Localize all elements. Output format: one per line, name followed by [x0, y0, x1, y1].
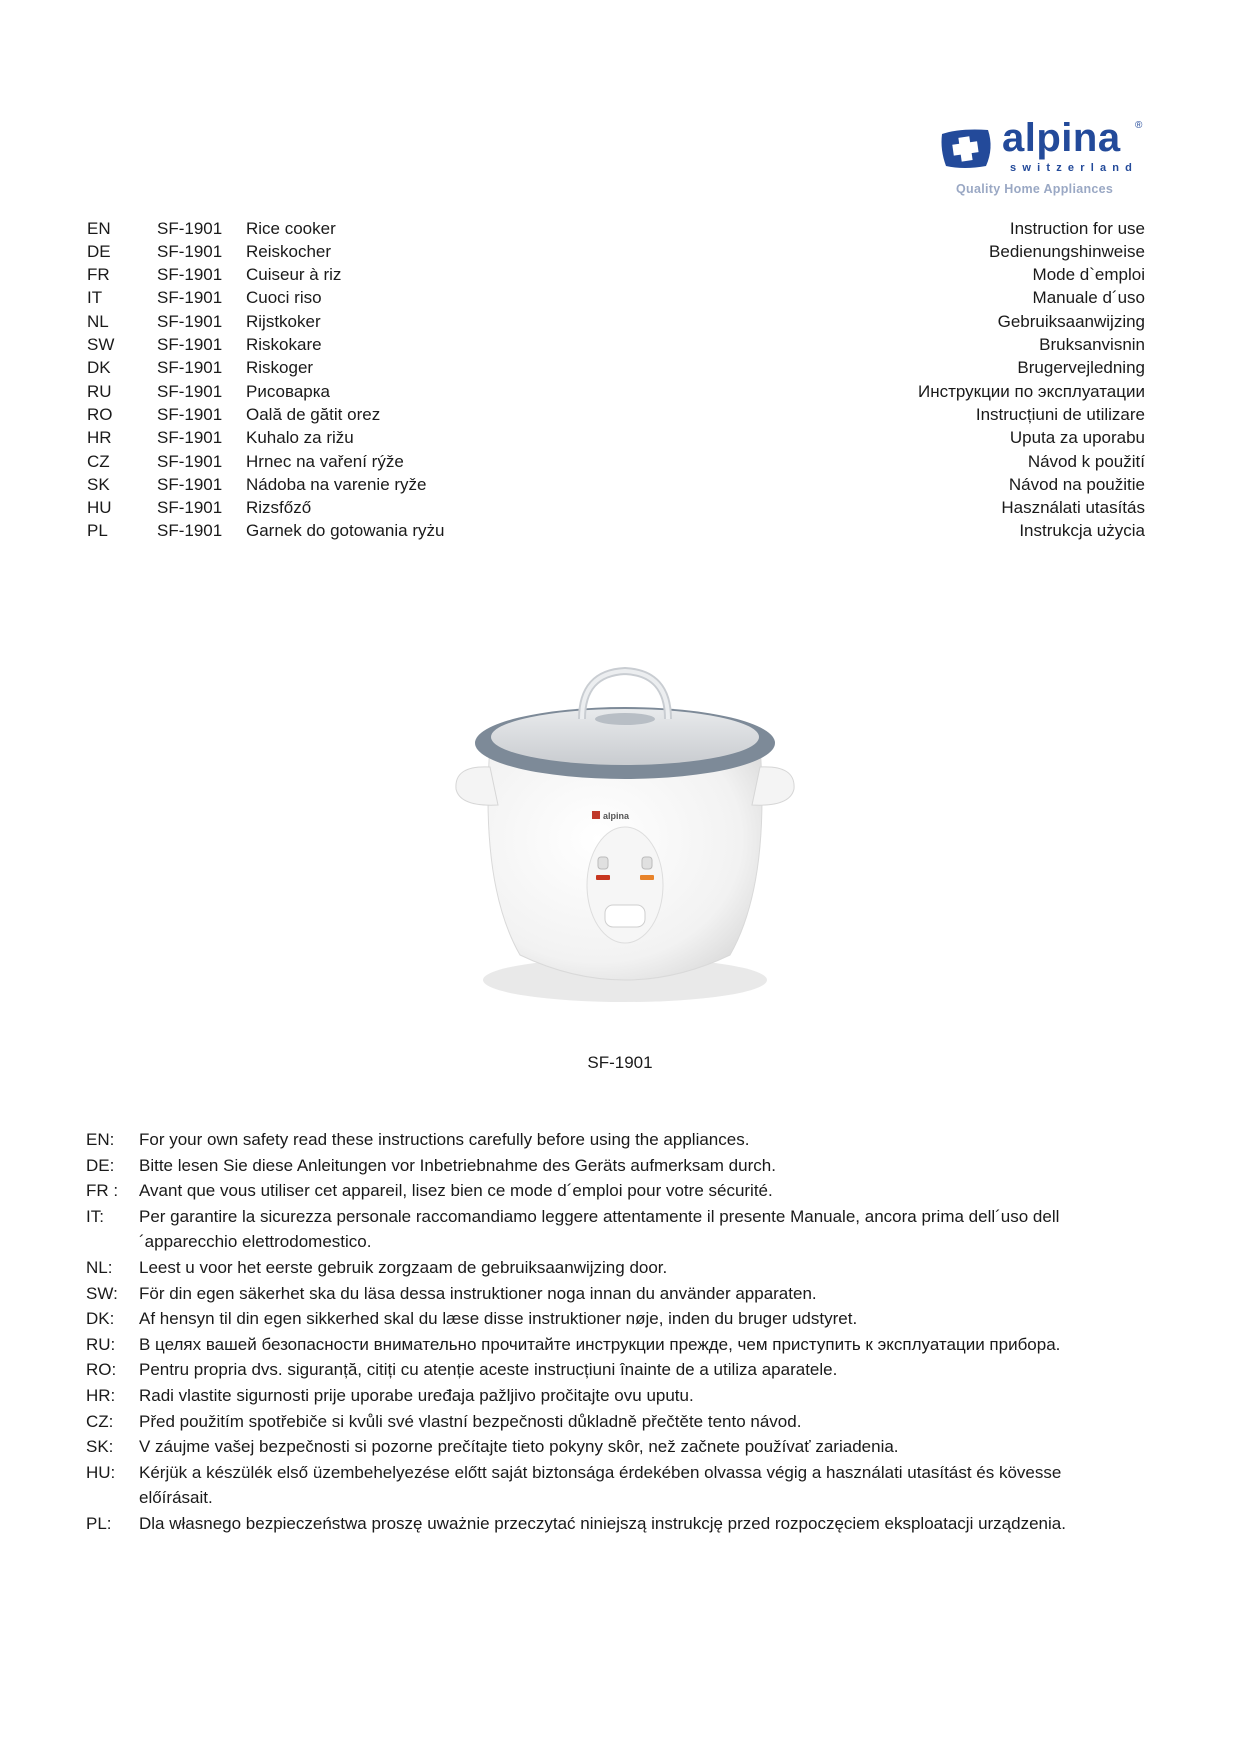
language-code: RU: [87, 382, 112, 401]
notice-text: V záujme vašej bezpečnosti si pozorne prečítajte tieto pokyny skôr, než začnete používať zariadenia.: [139, 1437, 899, 1457]
product-name: Cuiseur à riz: [246, 265, 342, 284]
language-code: HU: [87, 498, 112, 517]
language-code: HR: [87, 428, 112, 447]
notice-text: Kérjük a készülék első üzembehelyezése előtt saját biztonsága érdekében olvassa végig a használati utasítást és kövesse előírásait.: [139, 1462, 1062, 1508]
language-code: EN: [87, 219, 111, 238]
model-number: SF-1901: [157, 475, 223, 494]
instruction-title: Brugervejledning: [1017, 358, 1145, 377]
cooker-logo-text: alpina: [603, 811, 630, 821]
notice-text: Dla własnego bezpieczeństwa proszę uważnie przeczytać niniejszą instrukcję przed rozpoczęciem eksploatacji urządzenia.: [139, 1514, 1066, 1533]
product-name: Nádoba na varenie ryže: [246, 475, 427, 494]
instruction-title: Gebruiksaanwijzing: [997, 312, 1145, 331]
notice-language-code: SK:: [86, 1437, 114, 1457]
notice-text: Bitte lesen Sie diese Anleitungen vor Inbetriebnahme des Geräts aufmerksam durch.: [139, 1155, 776, 1175]
notice-language-code: RO:: [86, 1360, 117, 1380]
notice-text: Radi vlastite sigurnosti prije uporabe uređaja pažljivo pročitajte ovu uputu.: [139, 1386, 694, 1405]
instruction-title: Bruksanvisnin: [1039, 335, 1145, 354]
notice-language-code: PL:: [86, 1514, 112, 1533]
instruction-title: Návod na použitie: [1008, 475, 1145, 494]
product-name: Reiskocher: [246, 242, 332, 261]
language-code: CZ: [87, 452, 110, 471]
model-number: SF-1901: [157, 219, 223, 238]
instruction-title: Mode d`emploi: [1032, 265, 1145, 284]
product-name: Oală de gătit orez: [246, 405, 381, 424]
notice-language-code: IT:: [86, 1206, 104, 1226]
product-name: Cuoci riso: [246, 288, 322, 307]
language-row: [0, 403, 1241, 427]
language-row: [0, 333, 1241, 357]
language-code: IT: [87, 288, 103, 307]
brand-country: switzerland: [1010, 162, 1139, 174]
notice-text: Leest u voor het eerste gebruik zorgzaam de gebruiksaanwijzing door.: [139, 1258, 668, 1277]
product-name: Kuhalo za rižu: [246, 428, 354, 447]
instruction-title: Instruction for use: [1009, 219, 1145, 238]
product-caption: SF-1901: [587, 1053, 653, 1072]
language-code: DE: [87, 242, 111, 261]
language-row: [0, 310, 1241, 334]
instruction-title: Instrucțiuni de utilizare: [975, 405, 1145, 424]
language-code: RO: [87, 405, 113, 424]
instruction-title: Uputa za uporabu: [1009, 428, 1145, 447]
language-row: [0, 263, 1241, 287]
model-number: SF-1901: [157, 288, 223, 307]
language-code: FR: [87, 265, 110, 284]
language-code: DK: [87, 358, 111, 377]
notice-text: Avant que vous utiliser cet appareil, lisez bien ce mode d´emploi pour votre sécurité.: [139, 1181, 773, 1201]
instruction-title: Инструкции по эксплуатации: [917, 382, 1145, 401]
notice-language-code: NL:: [86, 1258, 113, 1277]
notice-text: Per garantire la sicurezza personale raccomandiamo leggere attentamente il presente Manuale, ancora prima dell´uso dell´apparecchio elettrodomestico.: [139, 1206, 1060, 1252]
product-name: Rijstkoker: [246, 312, 321, 331]
language-row: [0, 519, 1241, 543]
language-row: [0, 496, 1241, 520]
notice-text: Před použitím spotřebiče si kvůli své vlastní bezpečnosti důkladně přečtěte tento návod.: [139, 1411, 802, 1431]
model-number: SF-1901: [157, 335, 223, 354]
brand-tagline: Quality Home Appliances: [956, 182, 1114, 196]
language-row: [0, 450, 1241, 474]
model-number: SF-1901: [157, 358, 223, 377]
product-name: Garnek do gotowania ryżu: [246, 521, 445, 540]
notice-language-code: RU:: [86, 1334, 116, 1354]
model-number: SF-1901: [157, 382, 223, 401]
notice-text: For your own safety read these instructions carefully before using the appliances.: [139, 1130, 750, 1149]
language-code: PL: [87, 521, 108, 540]
language-row: [0, 356, 1241, 380]
notice-language-code: HR:: [86, 1386, 116, 1405]
instruction-title: Instrukcja użycia: [1019, 521, 1145, 540]
model-number: SF-1901: [157, 428, 223, 447]
product-name: Riskoger: [246, 358, 314, 377]
instruction-title: Manuale d´uso: [1032, 288, 1145, 307]
notice-text: För din egen säkerhet ska du läsa dessa instruktioner noga innan du använder apparaten.: [139, 1283, 817, 1303]
product-name: Hrnec na vaření rýže: [246, 452, 404, 471]
model-number: SF-1901: [157, 265, 223, 284]
language-row: [0, 380, 1241, 404]
instruction-title: Návod k použití: [1027, 452, 1145, 471]
language-code: SK: [87, 475, 110, 494]
model-number: SF-1901: [157, 452, 223, 471]
product-name: Rizsfőző: [246, 498, 312, 517]
language-code: SW: [87, 335, 115, 354]
notice-language-code: EN:: [86, 1130, 115, 1149]
registered-mark: ®: [1135, 120, 1143, 131]
model-number: SF-1901: [157, 498, 223, 517]
notice-text: Af hensyn til din egen sikkerhed skal du læse disse instruktioner nøje, inden du bruger udstyret.: [139, 1309, 858, 1329]
brand-name: alpina: [1002, 116, 1121, 160]
notice-text: В целях вашей безопасности внимательно прочитайте инструкции прежде, чем приступить к эксплуатации прибора.: [139, 1334, 1061, 1354]
notice-language-code: CZ:: [86, 1411, 114, 1431]
product-name: Riskokare: [246, 335, 322, 354]
instruction-title: Használati utasítás: [1001, 498, 1145, 517]
model-number: SF-1901: [157, 521, 223, 540]
product-name: Rice cooker: [246, 219, 336, 238]
rice-cooker-image: [420, 655, 830, 1015]
language-code: NL: [87, 312, 109, 331]
model-number: SF-1901: [157, 312, 223, 331]
language-row: [0, 240, 1241, 264]
notice-language-code: SW:: [86, 1283, 118, 1303]
swiss-cross-logo-icon: [938, 126, 996, 170]
language-row: [0, 217, 1241, 241]
model-number: SF-1901: [157, 242, 223, 261]
notice-text: Pentru propria dvs. siguranță, citiți cu atenție aceste instrucțiuni înainte de a utiliza aparatele.: [139, 1360, 838, 1380]
notice-language-code: FR :: [86, 1181, 119, 1201]
language-row: [0, 473, 1241, 497]
instruction-title: Bedienungshinweise: [989, 242, 1145, 261]
language-row: [0, 286, 1241, 310]
notice-language-code: HU:: [86, 1462, 116, 1482]
notice-language-code: DE:: [86, 1155, 115, 1175]
model-number: SF-1901: [157, 405, 223, 424]
language-row: [0, 426, 1241, 450]
brand-logo: [938, 112, 1168, 204]
notice-language-code: DK:: [86, 1309, 115, 1329]
product-name: Рисоварка: [246, 382, 330, 401]
